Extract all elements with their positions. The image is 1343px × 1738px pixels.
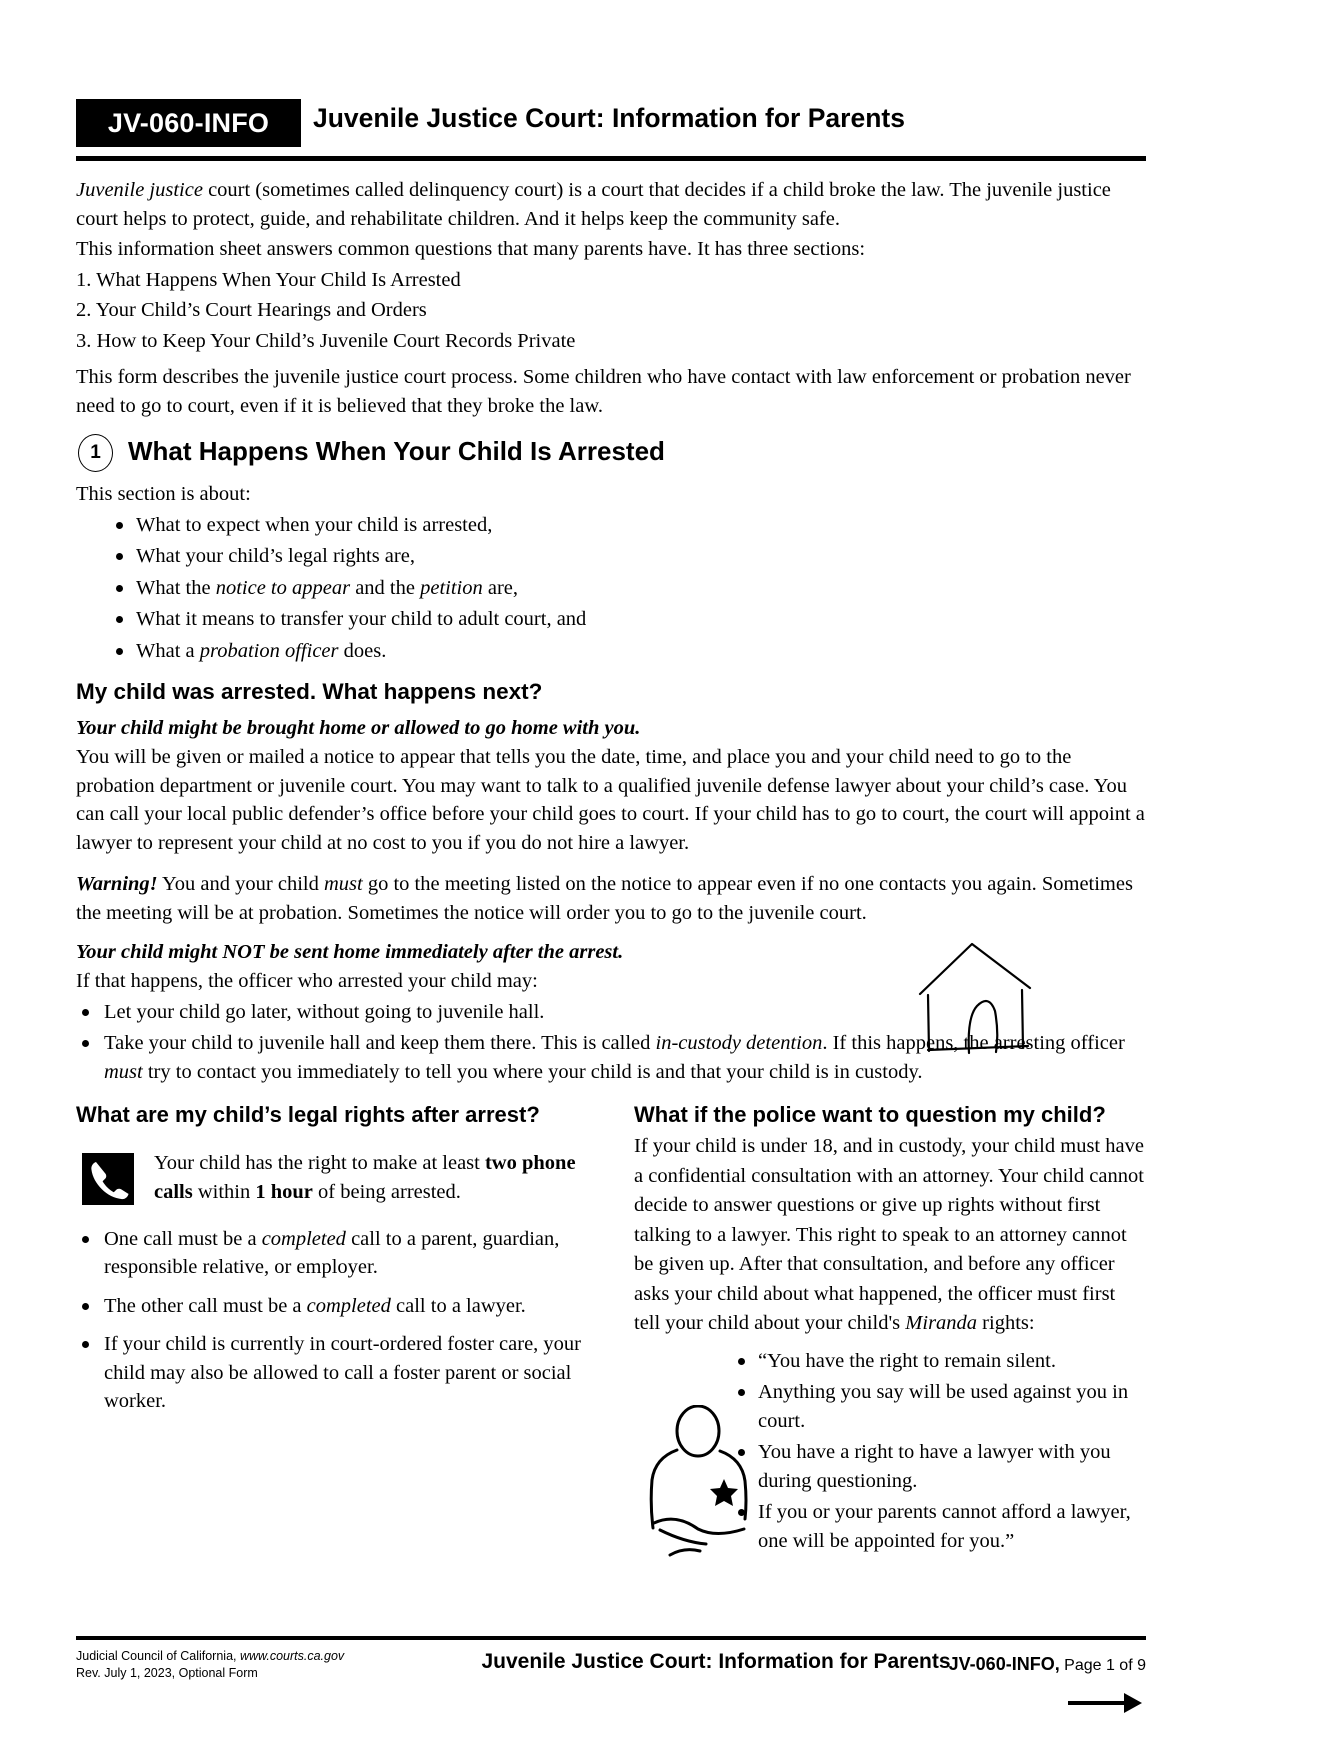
list-item-italic: completed bbox=[306, 1294, 391, 1317]
paragraph-miranda-intro-pre: If your child is under 18, and in custody, your child must have a confidential consultation with an attorney. Your child cannot decide to answer questions or give up rights without first talking to a lawyer. This right to speak to an attorney cannot be given up. After that consultation, and before any officer asks your child about what happened, the officer must first tell your child about your child's bbox=[634, 1135, 1144, 1334]
paragraph-if-that-happens: If that happens, the officer who arrested your child may: bbox=[76, 970, 538, 992]
list-item-text: The other call must be a bbox=[104, 1294, 307, 1317]
paragraph-miranda-intro bbox=[634, 1132, 1146, 1339]
warning-emphasis: must bbox=[323, 873, 363, 895]
section-about-label: This section is about: bbox=[76, 483, 251, 505]
list-item-text: One call must be a bbox=[104, 1227, 262, 1250]
list-item-text: What the bbox=[136, 576, 216, 599]
intro-list-item-3: 3. How to Keep Your Child’s Juvenile Court Records Private bbox=[76, 329, 576, 352]
intro-paragraph-3: This form describes the juvenile justice court process. Some children who have contact with law enforcement or probation never need to go to court, even if it is believed that they broke the law. bbox=[76, 366, 1131, 417]
phone-rights-text-pre: Your child has the right to make at least bbox=[154, 1151, 485, 1174]
list-item-italic: completed bbox=[261, 1227, 346, 1250]
list-item-text: and the bbox=[350, 576, 421, 599]
list-item-text: Take your child to juvenile hall and keep them there. This is called bbox=[104, 1032, 656, 1054]
list-item-text: “You have the right to remain silent. bbox=[758, 1349, 1056, 1372]
miranda-italic-term: Miranda bbox=[905, 1312, 978, 1334]
question-heading-legal-rights: What are my child’s legal rights after arrest? bbox=[76, 1102, 540, 1127]
right-arrow-icon bbox=[1066, 1690, 1144, 1716]
header-rule bbox=[76, 156, 1146, 161]
list-item bbox=[104, 574, 1146, 603]
form-header bbox=[76, 99, 1146, 161]
warning-text: You and your child bbox=[157, 873, 324, 895]
list-item bbox=[76, 1292, 606, 1321]
intro-italic-term: Juvenile justice bbox=[76, 179, 203, 201]
list-item-text: What to expect when your child is arrested, bbox=[136, 513, 493, 536]
question-heading-police: What if the police want to question my child? bbox=[634, 1102, 1106, 1127]
intro-paragraph-1-rest: court (sometimes called delinquency court) is a court that decides if a child broke the law. The juvenile justice court helps to protect, guide, and rehabilitate children. And it helps keep the community safe. bbox=[76, 179, 1111, 230]
page-footer bbox=[76, 1646, 1146, 1726]
page-title: Juvenile Justice Court: Information for Parents bbox=[313, 103, 905, 133]
phone-rights-text-mid: within bbox=[192, 1180, 256, 1203]
list-item bbox=[104, 605, 1146, 634]
list-item-italic: in-custody detention bbox=[655, 1032, 823, 1054]
list-item-text: try to contact you immediately to tell you where your child is and that your child is in custody. bbox=[142, 1060, 923, 1083]
intro-paragraph-2: This information sheet answers common questions that many parents have. It has three sections: bbox=[76, 238, 866, 260]
paragraph-miranda-intro-post: rights: bbox=[977, 1312, 1035, 1334]
list-item-italic: notice to appear bbox=[215, 576, 351, 599]
police-officer-silhouette-icon bbox=[640, 1405, 760, 1565]
list-item-text: If you or your parents cannot afford a lawyer, one will be appointed for you.” bbox=[758, 1501, 1131, 1552]
list-item bbox=[76, 1225, 606, 1282]
list-item bbox=[104, 511, 1146, 540]
document-body bbox=[76, 176, 1146, 1572]
subheading-not-sent-home: Your child might NOT be sent home immediately after the arrest. bbox=[76, 941, 624, 963]
list-item-italic: petition bbox=[420, 576, 483, 599]
footer-agency-name: Judicial Council of California, bbox=[76, 1649, 240, 1663]
list-item bbox=[728, 1498, 1146, 1555]
footer-agency-url: www.courts.ca.gov bbox=[239, 1649, 345, 1663]
list-item bbox=[76, 1330, 606, 1416]
list-item-emphasis: must bbox=[104, 1060, 143, 1083]
list-item-text: are, bbox=[482, 576, 519, 599]
list-item-text: . If this happens, the arresting officer bbox=[822, 1032, 1125, 1054]
footer-form-number: JV-060-INFO, bbox=[948, 1654, 1060, 1674]
phone-rights-text bbox=[154, 1149, 606, 1207]
list-item-text: What a bbox=[136, 639, 200, 662]
list-item-text: call to a lawyer. bbox=[390, 1294, 526, 1317]
phone-rights-bold: two phone calls bbox=[154, 1151, 576, 1203]
list-item-text: call to a parent, guardian, responsible relative, or employer. bbox=[104, 1227, 560, 1278]
footer-title: Juvenile Justice Court: Information for Parents bbox=[481, 1650, 951, 1673]
footer-agency-info bbox=[76, 1648, 406, 1682]
section-1-heading bbox=[76, 434, 1146, 474]
house-with-person-icon bbox=[912, 938, 1040, 1058]
footer-page-number: Page 1 of 9 bbox=[1059, 1657, 1146, 1674]
list-item-text: If your child is currently in court-ordered foster care, your child may also be allowed to call a foster parent or social worker. bbox=[104, 1333, 582, 1412]
list-item bbox=[104, 542, 1146, 571]
list-item-text: does. bbox=[338, 639, 387, 662]
two-column-section bbox=[76, 1102, 1146, 1572]
list-item-italic: probation officer bbox=[199, 639, 339, 662]
phone-rights-bold: 1 hour bbox=[255, 1180, 313, 1203]
list-item-text: What it means to transfer your child to adult court, and bbox=[136, 608, 587, 630]
intro-list-item-2: 2. Your Child’s Court Hearings and Orders bbox=[76, 299, 427, 321]
legal-rights-list bbox=[76, 1225, 606, 1416]
footer-form-and-page bbox=[949, 1654, 1146, 1675]
phone-rights-text-post: of being arrested. bbox=[312, 1180, 461, 1203]
miranda-rights-list bbox=[728, 1347, 1146, 1556]
list-item-text: Let your child go later, without going to juvenile hall. bbox=[104, 1000, 545, 1023]
section-number-circle: 1 bbox=[78, 434, 113, 472]
footer-agency-line bbox=[76, 1648, 406, 1665]
subheading-brought-home: Your child might be brought home or allowed to go home with you. bbox=[76, 717, 641, 739]
paragraph-notice-to-appear: You will be given or mailed a notice to appear that tells you the date, time, and place you and your child need to go to the probation department or juvenile court. You may want to talk to a qualified juvenile defense lawyer about your child’s case. You can call your local public defender’s office before your child goes to court. If your child has to go to court, the court will appoint a lawyer to represent your child at no cost to you if you do not hire a lawyer. bbox=[76, 746, 1145, 854]
section-1-title: What Happens When Your Child Is Arrested bbox=[128, 436, 665, 466]
footer-revision: Rev. July 1, 2023, Optional Form bbox=[76, 1666, 258, 1680]
list-item-text: Anything you say will be used against you in court. bbox=[758, 1381, 1129, 1432]
column-legal-rights bbox=[76, 1102, 606, 1419]
list-item bbox=[728, 1347, 1146, 1376]
list-item-text: You have a right to have a lawyer with you during questioning. bbox=[758, 1441, 1111, 1492]
list-item bbox=[728, 1438, 1146, 1495]
section-about-list bbox=[104, 511, 1146, 666]
intro-list-item-1: 1. What Happens When Your Child Is Arrested bbox=[76, 268, 461, 291]
warning-label: Warning! bbox=[76, 873, 158, 895]
intro-paragraph-1 bbox=[76, 176, 1146, 233]
list-item bbox=[104, 637, 1146, 666]
form-number-badge: JV-060-INFO bbox=[76, 99, 301, 147]
question-heading-arrested: My child was arrested. What happens next? bbox=[76, 679, 543, 704]
list-item-text: What your child’s legal rights are, bbox=[136, 545, 415, 567]
list-item bbox=[728, 1378, 1146, 1435]
paragraph-warning bbox=[76, 870, 1146, 927]
phone-handset-icon bbox=[82, 1153, 134, 1205]
warning-text: go to the meeting listed on the notice to appear even if no one contacts you again. Sometimes the meeting will be at probation. Sometimes the notice will order you to go to the juvenile court. bbox=[76, 873, 1133, 924]
footer-rule bbox=[76, 1636, 1146, 1640]
